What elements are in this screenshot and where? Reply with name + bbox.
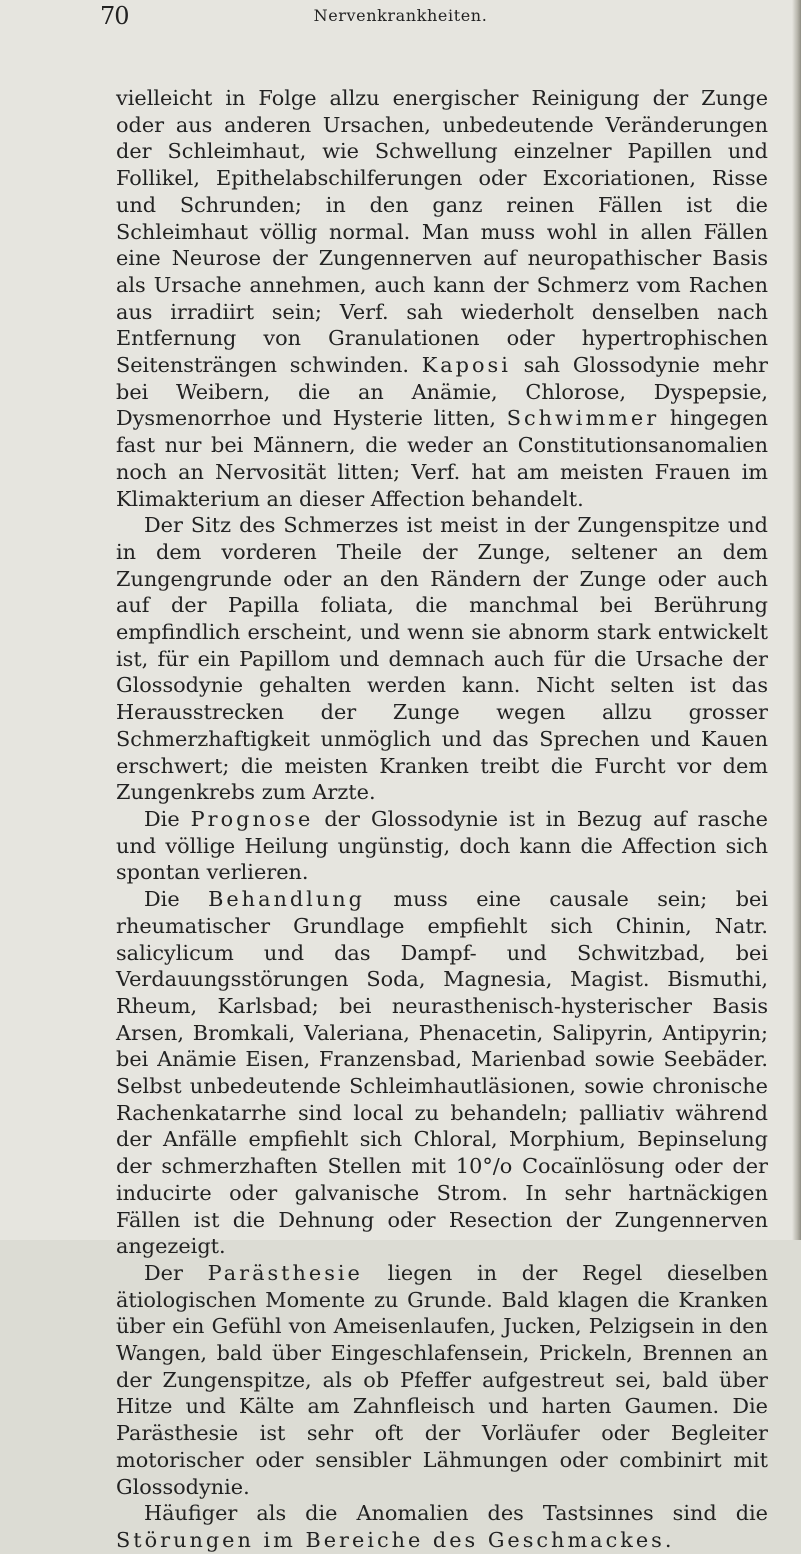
paragraph (116, 806, 768, 886)
body-text (116, 85, 768, 1554)
text-run: vielleicht in Folge allzu energischer Reinigung der Zunge oder aus anderen Ursachen, unbedeutende Veränderungen der Schleimhaut, wie Schwellung einzelner Papillen und Follikel, Epithelabschilferungen oder Excoriationen, Risse und Schrunden; in den ganz reinen Fällen ist die Schleimhaut völlig normal. Man muss wohl in allen Fällen eine Neurose der Zungennerven auf neuropathischer Basis als Ursache annehmen, auch kann der Schmerz vom Rachen aus irradiirt sein; Verf. sah wiederholt denselben nach Entfernung von Granulationen oder hypertrophischen Seitensträngen schwinden. (116, 86, 768, 378)
spaced-term: Kaposi (421, 353, 511, 378)
text-run: hingegen fast nur bei Männern, die weder an Constitutionsanomalien noch an Nervosität litten; Verf. hat am meisten Frauen im Klimakterium an dieser Affection behandelt. (116, 406, 768, 511)
text-run: Der (144, 1260, 208, 1285)
text-run: sah Glossodynie mehr bei Weibern, die an Anämie, Chlorose, Dyspepsie, Dysmenorrhoe und Hysterie litten, (116, 353, 769, 431)
text-run: liegen in der Regel dieselben ätiologischen Momente zu Grunde. Bald klagen die Kranken über ein Gefühl von Ameisenlaufen, Jucken, Pelzigsein in den Wangen, bald über Eingeschlafensein, Prickeln, Brennen an der Zungenspitze, als ob Pfeffer aufgestreut sei, bald über Hitze und Kälte am Zahnfleisch und harten Gaumen. Die Parästhesie ist sehr oft der Vorläufer oder Begleiter motorischer oder sensibler Lähmungen oder combinirt mit Glossodynie. (116, 1260, 768, 1499)
spaced-term: Schwimmer (506, 406, 660, 431)
text-run: . (664, 1527, 672, 1552)
spaced-term: Prognose (190, 806, 314, 831)
text-run: Die (144, 887, 209, 912)
paragraph (116, 1500, 768, 1553)
text-run: Der Sitz des Schmerzes ist meist in der Zungenspitze und in dem vorderen Theile der Zunge, seltener an dem Zungengrunde oder an den Rändern der Zunge oder auch auf der Papilla foliata, die manchmal bei Berührung empfindlich erscheint, und wenn sie abnorm stark entwickelt ist, für ein Papillom und demnach auch für die Ursache der Glossodynie gehalten werden kann. Nicht selten ist das Herausstrecken der Zunge wegen allzu grosser Schmerzhaftigkeit unmöglich und das Sprechen und Kauen erschwert; die meisten Kranken treibt die Furcht vor dem Zungenkrebs zum Arzte. (116, 513, 768, 805)
paragraph (116, 886, 768, 1260)
paragraph (116, 85, 768, 512)
spaced-term: Behandlung (208, 887, 365, 912)
page-number: 70 (100, 2, 129, 30)
text-run: der Glossodynie ist in Bezug auf rasche und völlige Heilung ungünstig, doch kann die Affection sich spontan verlieren. (116, 806, 768, 885)
paragraph (116, 1260, 768, 1500)
running-title: Nervenkrankheiten. (313, 6, 488, 25)
text-run: Die (144, 806, 191, 831)
spaced-term: Parästhesie (207, 1260, 363, 1285)
spaced-term: Störungen im Bereiche des Geschmackes (116, 1527, 665, 1552)
page-edge-shadow (792, 0, 801, 1240)
text-run: muss eine causale sein; bei rheumatischer Grundlage empfiehlt sich Chinin, Natr. salicylicum und das Dampf- und Schwitzbad, bei Verdauungsstörungen Soda, Magnesia, Magist. Bismuthi, Rheum, Karlsbad; bei neurasthenisch-hysterischer Basis Arsen, Bromkali, Valeriana, Phenacetin, Salipyrin, Antipyrin; bei Anämie Eisen, Franzensbad, Marienbad sowie Seebäder. Selbst unbedeutende Schleimhautläsionen, sowie chronische Rachenkatarrhe sind local zu behandeln; palliativ während der Anfälle empfiehlt sich Chloral, Morphium, Bepinselung der schmerzhaften Stellen mit 10°/o Cocaïnlösung oder der inducirte oder galvanische Strom. In sehr hartnäckigen Fällen ist die Dehnung oder Resection der Zungennerven angezeigt. (116, 887, 768, 1259)
paragraph (116, 512, 768, 806)
text-run: Häufiger als die Anomalien des Tastsinnes sind die (144, 1501, 768, 1526)
